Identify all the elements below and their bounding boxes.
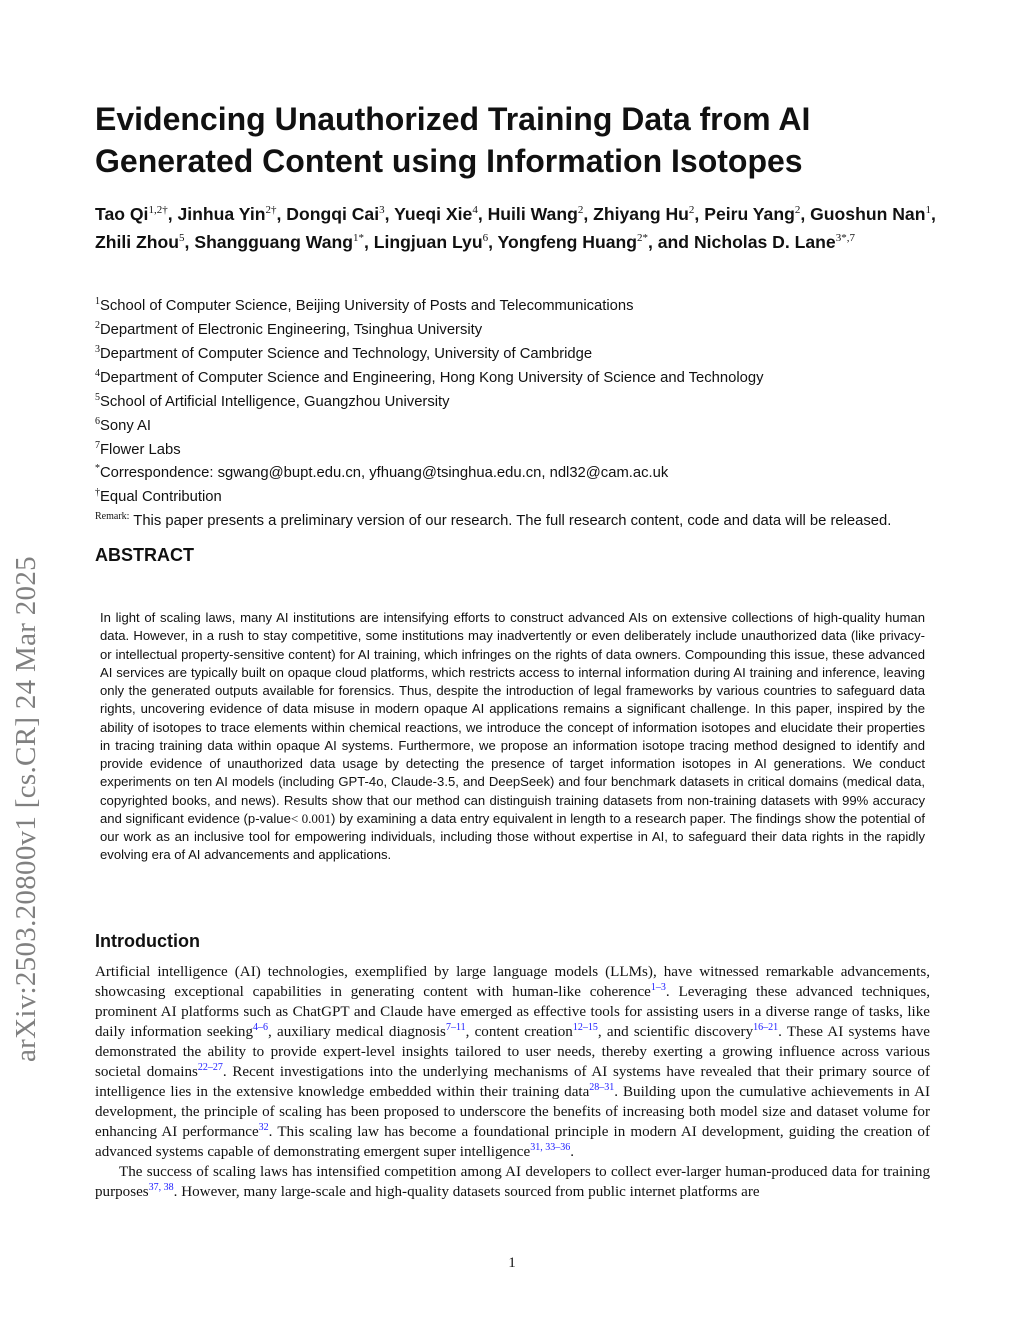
paragraph-text: Artificial intelligence (AI) technologies, exemplified by large language models (LLMs), have witnessed remarkable advancements, showcasing exceptional capabilities in generating content with human-like coherence — [95, 964, 930, 1000]
affiliation-item — [95, 316, 935, 340]
author-separator: , — [800, 203, 811, 224]
affiliation-mark: 7 — [95, 439, 100, 451]
author-affiliation-mark: 6 — [482, 231, 489, 244]
affiliation-mark: 5 — [95, 391, 100, 403]
citation-link[interactable]: 37, 38 — [148, 1181, 174, 1193]
paragraph-text: . However, many large-scale and high-quality datasets sourced from public internet platforms are — [173, 1184, 760, 1200]
author-separator: , — [167, 203, 178, 224]
abstract-text-part-2: ) by examining a data entry equivalent in length to a research paper. The findings show the potential of our work as an inclusive tool for empowering individuals, including those without expertise in AI, to safeguard their data rights in the rapidly evolving era of AI advancements and applications. — [100, 810, 925, 863]
affiliation-text: Equal Contribution — [100, 489, 222, 506]
paragraph-text: . — [570, 1144, 574, 1160]
author-name: Tao Qi — [95, 203, 149, 224]
paragraph-text: . Recent investigations into the underlying mechanisms of AI systems have revealed that their primary source of intelligence lies in the extensive knowledge embedded within their training data — [95, 1064, 930, 1100]
author-name: Lingjuan Lyu — [373, 231, 483, 252]
affiliation-item — [95, 292, 935, 316]
affiliation-text: School of Artificial Intelligence, Guangzhou University — [100, 393, 450, 410]
introduction-heading: Introduction — [95, 931, 200, 951]
arxiv-identifier-stamp: arXiv:2503.20800v1 [cs.CR] 24 Mar 2025 — [10, 556, 42, 1062]
author-name: Nicholas D. Lane — [693, 231, 836, 252]
page-number: 1 — [508, 1255, 516, 1271]
affiliation-item — [95, 364, 935, 388]
affiliation-text: Sony AI — [100, 417, 152, 434]
paper-title: Evidencing Unauthorized Training Data from AI Generated Content using Information Isotopes — [95, 101, 811, 179]
author-list — [95, 198, 945, 254]
affiliation-item — [95, 412, 935, 436]
author-separator: , — [583, 203, 594, 224]
citation-link[interactable]: 1–3 — [650, 981, 666, 993]
abstract-pvalue: < 0.001 — [290, 810, 332, 826]
author-name: Shangguang Wang — [194, 231, 353, 252]
author-name: Dongqi Cai — [286, 203, 380, 224]
introduction-body — [95, 962, 930, 1202]
citation-link[interactable]: 16–21 — [753, 1021, 779, 1033]
citation-link[interactable]: 22–27 — [197, 1061, 223, 1073]
affiliation-mark: 6 — [95, 415, 100, 427]
affiliation-text: School of Computer Science, Beijing University of Posts and Telecommunications — [100, 297, 634, 314]
author-separator: , — [488, 231, 498, 252]
author-separator: , — [477, 203, 488, 224]
affiliation-text: Flower Labs — [100, 441, 181, 458]
author-affiliation-mark: 1,2† — [148, 204, 168, 216]
paragraph-text: . These AI systems have demonstrated the ability to provide expert-level insights tailored to user needs, thereby exerting a growing influence across various societal domains — [95, 1024, 930, 1080]
abstract-body — [100, 609, 925, 865]
paragraph-text: , content creation — [465, 1024, 573, 1040]
paragraph-text: The success of scaling laws has intensified competition among AI developers to collect ever-larger human-produced data for training purposes — [95, 1164, 930, 1200]
citation-link[interactable]: 4–6 — [253, 1021, 269, 1033]
affiliation-item — [95, 459, 935, 483]
introduction-paragraph-2 — [95, 1162, 930, 1202]
affiliation-list — [95, 292, 935, 507]
affiliation-text: Correspondence: sgwang@bupt.edu.cn, yfhuang@tsinghua.edu.cn, ndl32@cam.ac.uk — [100, 465, 669, 482]
paragraph-text: , auxiliary medical diagnosis — [268, 1024, 446, 1040]
affiliation-mark: † — [95, 487, 100, 499]
citation-link[interactable]: 32 — [258, 1121, 269, 1133]
abstract-heading: ABSTRACT — [95, 545, 194, 565]
author-affiliation-mark: 4 — [472, 204, 478, 216]
author-name: Peiru Yang — [704, 203, 795, 224]
affiliation-mark: 2 — [95, 319, 100, 331]
paragraph-text: . Building upon the cumulative achievements in AI development, the principle of scaling has been proposed to underscore the benefits of increasing both model size and dataset volume for enhancing AI performance — [95, 1084, 930, 1140]
author-separator: , — [363, 231, 374, 252]
author-affiliation-mark: 2† — [265, 204, 277, 216]
author-separator: , — [384, 203, 395, 224]
affiliation-mark: 1 — [95, 296, 100, 307]
author-separator: , — [930, 203, 936, 224]
affiliation-item — [95, 388, 935, 412]
remark — [95, 507, 935, 531]
author-separator: , — [276, 203, 287, 224]
affiliation-text: Department of Electronic Engineering, Tsinghua University — [100, 321, 483, 338]
author-name: Zhiyang Hu — [593, 203, 689, 224]
author-separator: , — [184, 231, 195, 252]
affiliations-block — [95, 292, 935, 531]
author-affiliation-mark: 1* — [352, 231, 364, 244]
citation-link[interactable]: 7–11 — [445, 1021, 466, 1033]
paragraph-text: . This scaling law has become a foundational principle in modern AI development, guiding the creation of advanced systems capable of demonstrating emergent super intelligence — [95, 1124, 930, 1160]
introduction-paragraph-1 — [95, 962, 930, 1162]
affiliation-mark: 4 — [95, 367, 100, 379]
author-name: Yongfeng Huang — [497, 231, 637, 252]
author-affiliation-mark: 2 — [688, 204, 695, 216]
abstract-text-part-1: In light of scaling laws, many AI institutions are intensifying efforts to construct advanced AIs on extensive collections of high-quality human data. However, in a rush to stay competitive, some institutions may inadvertently or even deliberately include unauthorized data (like privacy- or intellectual property-sensitive content) for AI training, which infringes on the rights of data owners. Compounding this issue, these advanced AI services are typically built on opaque cloud platforms, which restricts access to internal information during AI training and inference, leaving only the generated outputs available for forensics. Thus, despite the introduction of legal frameworks by various countries to safeguard data rights, uncovering evidence of data misuse in modern opaque AI applications remains a significant challenge. In this paper, inspired by the ability of isotopes to trace elements within chemical reactions, we introduce the concept of information isotopes and elucidate their properties in tracing training data within opaque AI systems. Furthermore, we propose an information isotope tracing method designed to identify and provide evidence of unauthorized data usage by detecting the presence of target information isotopes in AI generations. We conduct experiments on ten AI models (including GPT-4o, Claude-3.5, and DeepSeek) and four benchmark datasets in critical domains (medical data, copyrighted books, and news). Results show that our method can distinguish training datasets from non-training datasets with 99% accuracy and significant evidence (p-value — [100, 610, 925, 826]
affiliation-text: Department of Computer Science and Engineering, Hong Kong University of Science and Technology — [100, 369, 764, 386]
author-affiliation-mark: 3*,7 — [835, 231, 855, 244]
author-affiliation-mark: 2 — [577, 204, 584, 216]
paragraph-text: , and scientific discovery — [597, 1024, 754, 1040]
author-separator: , and — [647, 231, 694, 252]
citation-link[interactable]: 28–31 — [589, 1081, 615, 1093]
author-affiliation-mark: 2 — [794, 204, 801, 216]
author-affiliation-mark: 2* — [636, 231, 648, 244]
remark-label: Remark: — [95, 511, 130, 523]
author-separator: , — [694, 203, 705, 224]
author-name: Yueqi Xie — [394, 203, 473, 224]
affiliation-item — [95, 436, 935, 460]
affiliation-mark: 3 — [95, 343, 100, 355]
affiliation-text: Department of Computer Science and Technology, University of Cambridge — [100, 345, 593, 362]
author-affiliation-mark: 3 — [379, 204, 385, 216]
affiliation-item — [95, 483, 935, 507]
affiliation-item — [95, 340, 935, 364]
paragraph-text: . Leveraging these advanced techniques, prominent AI platforms such as ChatGPT and Claude have emerged as effective tools for assisting users in a diverse range of tasks, like daily information seeking — [95, 984, 930, 1040]
author-name: Guoshun Nan — [810, 203, 926, 224]
author-affiliation-mark: 1 — [925, 204, 931, 216]
author-name: Huili Wang — [487, 203, 578, 224]
author-name: Zhili Zhou — [95, 231, 180, 252]
author-affiliation-mark: 5 — [179, 231, 185, 244]
citation-link[interactable]: 31, 33–36 — [530, 1141, 571, 1153]
remark-text: This paper presents a preliminary version of our research. The full research content, code and data will be released. — [133, 513, 892, 530]
author-name: Jinhua Yin — [177, 203, 266, 224]
affiliation-mark: * — [95, 463, 100, 475]
citation-link[interactable]: 12–15 — [572, 1021, 598, 1033]
